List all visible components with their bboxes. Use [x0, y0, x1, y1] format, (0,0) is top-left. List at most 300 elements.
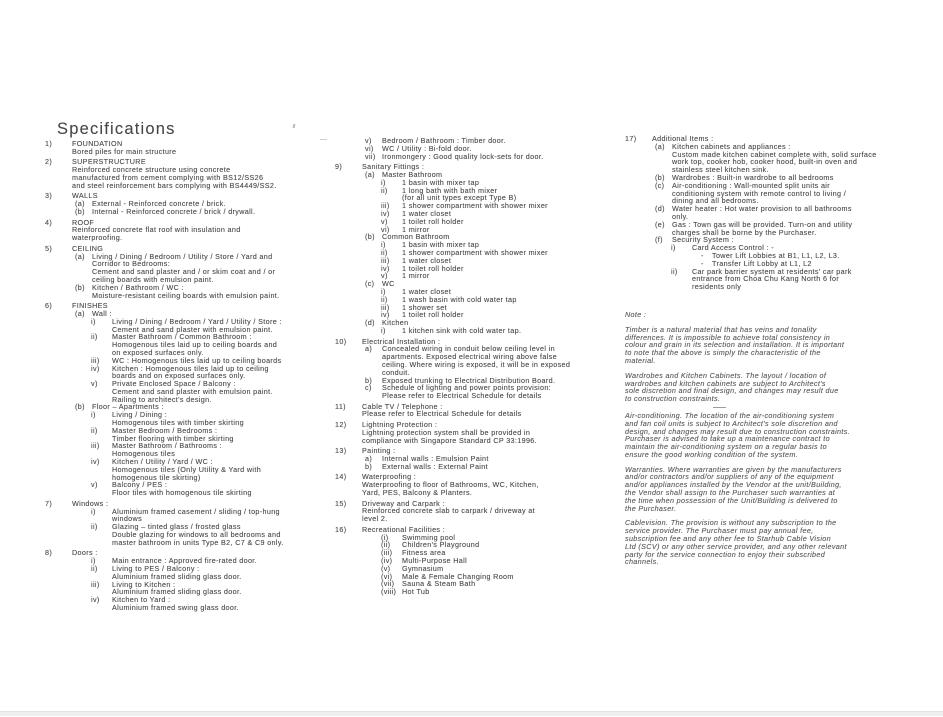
line-marker — [45, 148, 72, 156]
line-text: Kitchen — [382, 318, 409, 328]
doc-line — [625, 551, 927, 559]
line-marker — [91, 539, 112, 547]
line-marker — [671, 275, 692, 283]
line-text: Transfer Lift Lobby at L1, L2 — [712, 258, 812, 268]
doc-line — [335, 137, 629, 145]
line-text: 1 basin with mixer tap — [402, 177, 480, 187]
line-text: Gymnasium — [402, 563, 444, 573]
line-text: Private Enclosed Space / Balcony : — [112, 379, 236, 389]
line-text: Water heater : Hot water provision to all bathrooms — [672, 204, 852, 214]
doc-line — [335, 463, 629, 471]
line-text: compliance with Singapore Standard CP 33:1996. — [362, 435, 537, 445]
line-marker: 8) — [45, 548, 53, 558]
line-text: waterproofing. — [72, 233, 123, 243]
doc-line — [625, 205, 927, 213]
line-text: External - Reinforced concrete / brick. — [92, 199, 226, 209]
line-text: the Vendor shall assign to the Purchaser such warranties at — [625, 488, 836, 498]
line-text: Living / Dining / Bedroom / Utility / Store / Yard and — [92, 251, 273, 261]
line-text: Tower Lift Lobbies at B1, L1, L2, L3. — [712, 250, 840, 260]
doc-line — [625, 395, 927, 403]
line-marker — [75, 292, 92, 300]
line-marker: (vii) — [381, 579, 395, 589]
page-title: Specifications — [57, 120, 176, 138]
line-marker — [335, 507, 362, 515]
line-marker: (v) — [381, 563, 391, 573]
line-text: Timber flooring with timber skirting — [112, 433, 234, 443]
doc-line — [45, 148, 337, 156]
doc-line — [335, 489, 629, 497]
line-text: 1 kitchen sink with cold water tap. — [402, 325, 522, 335]
line-marker: iii) — [381, 302, 390, 312]
line-marker: iv) — [91, 457, 100, 467]
line-marker: v) — [381, 216, 388, 226]
line-text: Homogenous tiles (Only Utility & Yard with — [112, 464, 262, 474]
line-text: SUPERSTRUCTURE — [72, 157, 146, 167]
line-marker: i) — [671, 243, 676, 253]
line-text: Reinforced concrete structure using concrete — [72, 165, 231, 175]
doc-line — [335, 153, 629, 161]
line-marker: 1) — [45, 139, 53, 148]
line-text: and/or appliances installed by the Vendor at the unit/Building, — [625, 480, 842, 490]
doc-line — [625, 505, 927, 513]
line-text: Common Bathroom — [382, 232, 450, 242]
line-text: Master Bathroom / Common Bathroom : — [112, 332, 252, 342]
line-text: entrance from Choa Chu Kang North 6 for — [692, 274, 840, 284]
line-marker: (iii) — [381, 548, 393, 558]
spec-column-2 — [335, 137, 629, 596]
line-marker: i) — [381, 240, 386, 250]
line-text: Internal walls : Emulsion Paint — [382, 454, 489, 464]
line-marker: (i) — [381, 532, 389, 542]
line-marker: (vi) — [381, 571, 393, 581]
line-text: Kitchen cabinets and appliances : — [672, 141, 791, 151]
line-text: Moisture-resistant ceiling boards with emulsion paint. — [92, 290, 280, 300]
line-text: Cement and sand plaster and / or skim coat and / or — [92, 267, 276, 277]
line-marker: 16) — [335, 524, 347, 534]
line-marker: 5) — [45, 243, 53, 253]
line-text: Balcony / PES : — [112, 480, 168, 490]
page-bottom-edge — [0, 711, 943, 716]
line-text: maintain the air-conditioning system on a regular basis to — [625, 442, 827, 452]
doc-line — [45, 588, 337, 596]
line-marker: 10) — [335, 336, 347, 346]
line-text: Railing to architect's design. — [112, 394, 212, 404]
line-text: charges shall be borne by the Purchaser. — [672, 227, 817, 237]
doc-line — [335, 163, 629, 171]
line-text: Kitchen / Bathroom / WC : — [92, 282, 184, 292]
line-text: Bedroom / Bathroom : Timber door. — [382, 136, 506, 145]
line-text: Bored piles for main structure — [72, 146, 177, 156]
doc-line — [335, 573, 629, 581]
line-text: conduit. — [382, 367, 410, 377]
line-text: Homogenous tiles with timber skirting — [112, 418, 244, 428]
doc-line — [335, 171, 629, 179]
doc-line — [625, 349, 927, 357]
line-text: Recreational Facilities : — [362, 524, 446, 534]
line-text: Purchaser is advised to take up a maintenance contract to — [625, 434, 830, 444]
line-text: stainless steel kitchen sink. — [672, 165, 769, 175]
line-marker: 17) — [625, 134, 637, 143]
line-text: Multi-Purpose Hall — [402, 556, 468, 566]
line-marker: a) — [365, 344, 373, 354]
line-marker: iii) — [91, 355, 100, 365]
line-marker: i) — [381, 325, 386, 335]
line-marker: 12) — [335, 420, 347, 430]
line-marker: vi) — [365, 143, 374, 153]
line-text: WC — [382, 279, 395, 289]
line-text: Cable TV / Telephone : — [362, 401, 443, 411]
line-text: Note : — [625, 309, 647, 319]
line-text: Floor – Apartments : — [92, 402, 164, 412]
line-text: 1 water closet — [402, 208, 452, 218]
doc-line — [335, 580, 629, 588]
line-text: Cement and sand plaster with emulsion paint. — [112, 324, 273, 334]
line-text: Security System : — [672, 235, 734, 245]
doc-line — [45, 253, 337, 261]
line-marker: (c) — [365, 279, 375, 289]
line-text: apartments. Exposed electrical wiring above false — [382, 352, 557, 362]
line-text: CEILING — [72, 243, 104, 253]
line-text: sole discretion and final design, and changes may result due — [625, 386, 839, 396]
doc-line — [335, 392, 629, 400]
line-marker: ii) — [671, 266, 678, 276]
line-marker — [91, 604, 112, 612]
doc-line — [625, 158, 927, 166]
scan-artifact — [293, 124, 296, 128]
line-marker: 11) — [335, 401, 346, 411]
doc-line — [625, 229, 927, 237]
line-marker — [75, 268, 92, 276]
line-text: Kitchen : Homogenous tiles laid up to ceiling — [112, 363, 269, 373]
doc-line — [625, 558, 927, 566]
line-text: differences. It is impossible to achieve total consistency in — [625, 332, 831, 342]
line-marker: (a) — [655, 141, 665, 151]
line-marker: i) — [91, 556, 96, 566]
line-marker — [335, 437, 362, 445]
line-text: 1 mirror — [402, 271, 430, 281]
line-marker: 7) — [45, 498, 53, 508]
doc-line — [45, 208, 337, 216]
line-text: ensure the good working condition of the system. — [625, 449, 799, 459]
line-marker: iv) — [91, 363, 100, 373]
doc-line — [335, 272, 629, 280]
line-marker: i) — [91, 506, 96, 516]
line-text: Homogenous tiles laid up to ceiling boards and — [112, 340, 278, 350]
line-marker — [365, 353, 382, 361]
doc-line — [625, 275, 927, 283]
line-marker: v) — [365, 136, 372, 145]
line-text: Driveway and Carpark : — [362, 498, 445, 508]
doc-line — [45, 234, 337, 242]
line-text: (for all unit types except Type B) — [402, 193, 517, 203]
line-text: Living / Dining / Bedroom / Yard / Utility / Store : — [112, 316, 282, 326]
doc-line — [625, 357, 927, 365]
line-text: service provider. The Purchaser must pay annual fee, — [625, 526, 814, 536]
doc-line — [335, 202, 629, 210]
line-text: Aluminium framed swing glass door. — [112, 603, 239, 612]
line-text: Schedule of lighting and power points provision: — [382, 383, 552, 393]
line-text: ceiling. Where wiring is exposed, it will be in exposed — [382, 359, 571, 369]
line-marker — [365, 361, 382, 369]
doc-line — [335, 233, 629, 241]
line-text: 1 toilet roll holder — [402, 263, 464, 273]
line-text: Master Bathroom — [382, 169, 443, 179]
doc-line — [45, 396, 337, 404]
line-marker: (ii) — [381, 540, 391, 550]
line-marker: ii) — [381, 247, 388, 257]
line-text: Swimming pool — [402, 532, 456, 542]
line-text: Children's Playground — [402, 540, 480, 550]
doc-line — [335, 557, 629, 565]
line-text: Aluminium framed sliding glass door. — [112, 571, 242, 581]
line-marker: 6) — [45, 301, 53, 311]
line-text: Sanitary Fittings : — [362, 162, 425, 172]
line-text: the time when possession of the Unit/Building is delivered to — [625, 495, 838, 505]
line-text: windows — [112, 514, 143, 524]
line-text: party for the service connection to enjoy their subscribed — [625, 549, 826, 559]
line-marker: iv) — [381, 263, 390, 273]
line-marker: 3) — [45, 191, 53, 201]
line-marker — [671, 283, 692, 291]
doc-line — [625, 311, 927, 319]
line-text: channels. — [625, 557, 659, 567]
line-marker: i) — [91, 410, 96, 420]
line-text: Reinforced concrete flat roof with insulation and — [72, 225, 241, 235]
doc-line — [625, 451, 927, 459]
doc-line — [335, 296, 629, 304]
doc-line — [45, 292, 337, 300]
doc-line — [45, 442, 337, 450]
line-text: Additional Items : — [652, 134, 714, 143]
line-marker: i) — [381, 177, 386, 187]
line-text: Card Access Control : - — [692, 243, 774, 253]
line-marker: i) — [381, 286, 386, 296]
doc-line — [335, 218, 629, 226]
line-text: Ltd (SCV) or any other service provider, and any other relevant — [625, 541, 847, 551]
line-text: Ironmongery : Good quality lock-sets for door. — [382, 151, 544, 161]
line-text: conditioning system with remote control to living / — [672, 188, 847, 198]
line-text: Aluminium framed sliding glass door. — [112, 587, 242, 597]
line-text: only. — [672, 211, 689, 221]
doc-line — [45, 182, 337, 190]
line-text: Custom made kitchen cabinet complete with, solid surface — [672, 149, 877, 159]
line-marker — [335, 410, 362, 418]
line-marker: iii) — [91, 441, 100, 451]
line-marker — [91, 341, 112, 349]
line-text: the Purchaser. — [625, 503, 677, 513]
doc-line — [45, 276, 337, 284]
line-marker: (b) — [75, 282, 85, 292]
doc-line — [45, 489, 337, 497]
line-marker — [655, 190, 672, 198]
line-marker: i) — [91, 316, 96, 326]
line-marker — [45, 234, 72, 242]
line-marker: ii) — [91, 332, 98, 342]
line-text: 1 toilet roll holder — [402, 216, 464, 226]
line-text: Warranties. Where warranties are given by the manufacturers — [625, 464, 842, 474]
line-text: FINISHES — [72, 301, 108, 311]
line-text: to construction constraints. — [625, 394, 721, 404]
line-marker — [91, 466, 112, 474]
line-text: Waterproofing : — [362, 472, 417, 482]
line-text: Waterproofing to floor of Bathrooms, WC, Kitchen, — [362, 480, 539, 490]
line-text: 1 shower compartment with shower mixer — [402, 247, 548, 257]
line-marker: 9) — [335, 162, 343, 172]
line-text: Corridor to Bedrooms: — [92, 259, 171, 269]
line-text: Double glazing for windows to all bedrooms and — [112, 530, 281, 540]
line-text: on exposed surfaces only. — [112, 347, 204, 357]
line-marker: (viii) — [381, 587, 397, 597]
line-text: Please refer to Electrical Schedule for details — [382, 391, 542, 401]
line-marker: ii) — [381, 294, 388, 304]
line-marker — [45, 226, 72, 234]
line-text: Timber is a natural material that has veins and tonality — [625, 324, 817, 334]
line-text: Air-conditioning. The location of the air-conditioning system — [625, 410, 835, 420]
line-text: Fitness area — [402, 548, 446, 558]
line-marker: ii) — [91, 425, 98, 435]
line-text: Floor tiles with homogenous tile skirting — [112, 488, 252, 498]
line-text: master bathroom in units Type B2, C7 & C9 only. — [112, 537, 284, 547]
line-marker: v) — [381, 271, 388, 281]
line-text: Master Bedroom / Bedrooms : — [112, 425, 218, 435]
line-marker: 15) — [335, 498, 347, 508]
line-marker — [335, 489, 362, 497]
line-text: Master Bathroom / Bathrooms : — [112, 441, 223, 451]
line-marker — [45, 174, 72, 182]
line-text: Glazing – tinted glass / frosted glass — [112, 522, 241, 532]
doc-line — [45, 539, 337, 547]
line-text: 1 toilet roll holder — [402, 310, 464, 320]
line-text: WALLS — [72, 191, 98, 201]
line-text: Kitchen / Utility / Yard / WC : — [112, 457, 213, 467]
doc-line — [335, 265, 629, 273]
doc-line — [335, 541, 629, 549]
line-text: 1 water closet — [402, 286, 452, 296]
line-marker: (d) — [655, 204, 665, 214]
line-marker: iv) — [381, 310, 390, 320]
line-text: 1 shower set — [402, 302, 447, 312]
line-text: colour and grain in its selection and installation. It is important — [625, 340, 845, 350]
line-marker: 13) — [335, 446, 347, 456]
line-text: Electrical Installation : — [362, 336, 441, 346]
line-marker: vi) — [381, 224, 390, 234]
line-text: WC / Utility : Bi-fold door. — [382, 143, 472, 153]
doc-line — [335, 304, 629, 312]
line-text: Living / Dining : — [112, 410, 168, 420]
line-marker — [365, 392, 382, 400]
line-text: dining and all bedrooms. — [672, 196, 759, 206]
doc-line — [45, 403, 337, 411]
line-marker: iv) — [91, 595, 100, 605]
line-text: Reinforced concrete slab to carpark / driveway at — [362, 506, 535, 516]
line-text: Kitchen to Yard : — [112, 595, 171, 605]
line-text: Living to Kitchen : — [112, 579, 176, 589]
doc-line — [625, 190, 927, 198]
doc-line — [335, 526, 629, 534]
line-text: Windows : — [72, 498, 109, 508]
line-marker: (b) — [75, 402, 85, 412]
doc-line — [625, 283, 927, 291]
line-text: FOUNDATION — [72, 139, 123, 148]
line-marker — [655, 158, 672, 166]
doc-line — [335, 327, 629, 335]
line-marker: vii) — [365, 151, 376, 161]
scan-artifact — [320, 139, 327, 140]
line-text: Cablevision. The provision is without any subscription to the — [625, 518, 837, 528]
line-text: 1 basin with mixer tap — [402, 240, 480, 250]
doc-line — [335, 249, 629, 257]
line-text: Sauna & Steam Bath — [402, 579, 476, 589]
line-marker: (b) — [75, 206, 85, 216]
line-marker: ii) — [91, 564, 98, 574]
line-text: Wardrobes : Built-in wardrobe to all bedrooms — [672, 172, 834, 182]
doc-line — [335, 515, 629, 523]
doc-line — [335, 549, 629, 557]
line-marker: iv) — [381, 208, 390, 218]
line-marker: (b) — [655, 172, 665, 182]
line-text: Wall : — [92, 308, 112, 318]
line-marker: (a) — [365, 169, 375, 179]
line-marker: (a) — [75, 199, 85, 209]
doc-line — [335, 437, 629, 445]
line-text: and fan coil units is subject to Architect's sole discretion and — [625, 418, 838, 428]
doc-line — [335, 361, 629, 369]
line-marker: (c) — [655, 180, 665, 190]
line-text: 1 mirror — [402, 224, 430, 234]
line-marker: ii) — [381, 185, 388, 195]
line-text: Exposed trunking to Electrical Distribution Board. — [382, 375, 556, 385]
line-marker: b) — [365, 461, 373, 471]
line-text: Painting : — [362, 446, 396, 456]
line-text: Male & Female Changing Room — [402, 571, 514, 581]
line-marker: (d) — [365, 318, 375, 328]
line-marker: v) — [91, 379, 98, 389]
line-marker: (b) — [365, 232, 375, 242]
line-text: ceiling boards with emulsion paint. — [92, 274, 214, 284]
line-text: 1 water closet — [402, 255, 452, 265]
line-text: residents only — [692, 282, 742, 292]
line-marker: b) — [365, 375, 373, 385]
line-marker: ii) — [91, 522, 98, 532]
line-text: Gas : Town gas will be provided. Turn-on and utility — [672, 219, 853, 229]
line-text: Cement and sand plaster with emulsion paint. — [112, 386, 273, 396]
doc-line — [335, 210, 629, 218]
line-text: homogenous tile skirting) — [112, 472, 201, 482]
line-marker: c) — [365, 383, 372, 393]
line-marker — [335, 515, 362, 523]
doc-line — [335, 311, 629, 319]
line-marker: iii) — [381, 255, 390, 265]
doc-line — [335, 410, 629, 418]
line-marker: (a) — [75, 251, 85, 261]
line-marker — [45, 166, 72, 174]
line-marker: (e) — [655, 219, 665, 229]
line-text: Living to PES / Balcony : — [112, 564, 200, 574]
line-text: Please refer to Electrical Schedule for details — [362, 409, 522, 419]
line-marker: a) — [365, 454, 373, 464]
line-marker — [335, 481, 362, 489]
doc-line — [45, 604, 337, 612]
line-marker: v) — [91, 480, 98, 490]
line-text: level 2. — [362, 514, 388, 524]
spec-column-1 — [45, 140, 337, 612]
line-marker — [655, 151, 672, 159]
line-text: Lightning Protection : — [362, 420, 438, 430]
separator-dash — [713, 407, 726, 408]
line-text: External walls : External Paint — [382, 461, 488, 471]
line-marker: iii) — [381, 201, 390, 211]
line-marker: 14) — [335, 472, 347, 482]
